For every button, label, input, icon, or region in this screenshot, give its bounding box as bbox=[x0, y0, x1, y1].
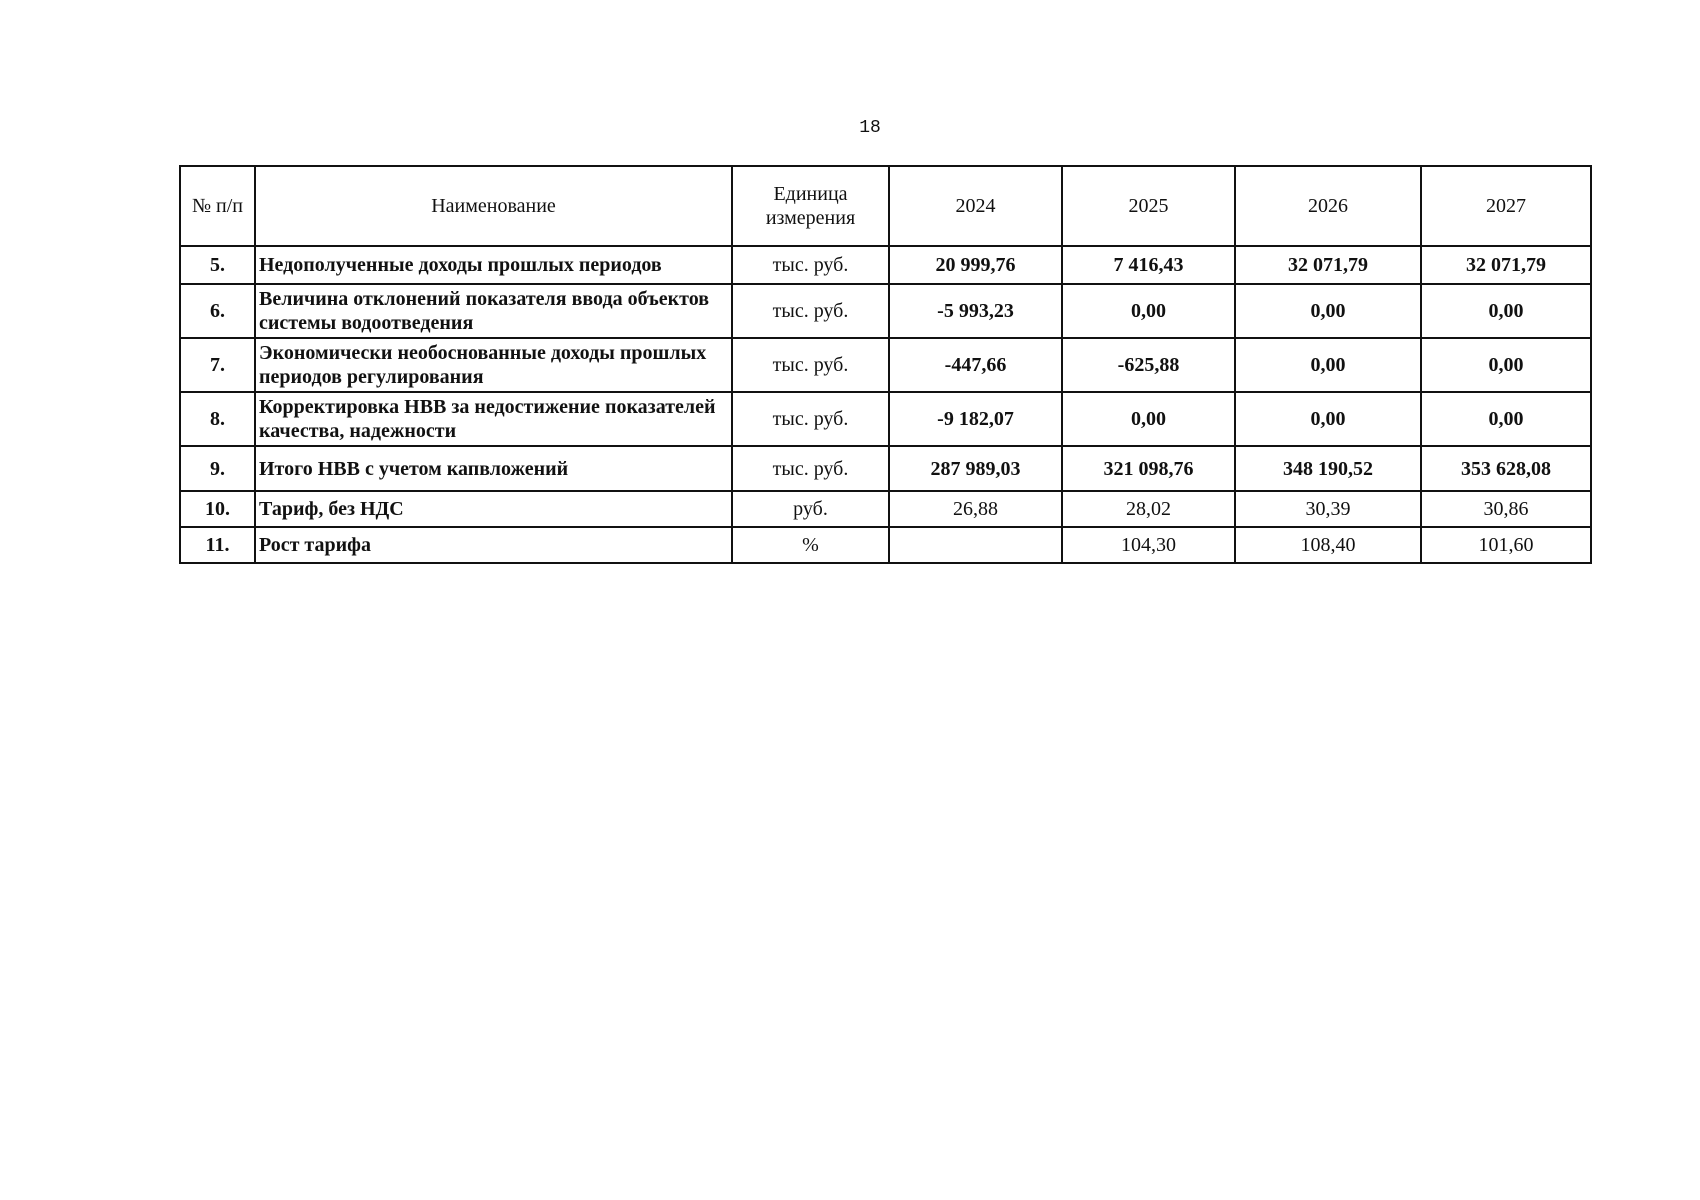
table-row bbox=[180, 284, 1591, 338]
header-name: Наименование bbox=[255, 166, 732, 246]
row-num: 7. bbox=[180, 338, 255, 392]
table-row bbox=[180, 246, 1591, 284]
tariff-table bbox=[179, 165, 1592, 564]
row-num: 8. bbox=[180, 392, 255, 446]
table-header-row bbox=[180, 166, 1591, 246]
row-num: 9. bbox=[180, 446, 255, 491]
row-name: Рост тарифа bbox=[255, 527, 732, 563]
row-name: Недополученные доходы прошлых периодов bbox=[255, 246, 732, 284]
value-2027: 0,00 bbox=[1421, 392, 1591, 446]
page-number: 18 bbox=[859, 118, 881, 138]
header-2025: 2025 bbox=[1062, 166, 1235, 246]
value-2025: 0,00 bbox=[1062, 284, 1235, 338]
value-2027: 0,00 bbox=[1421, 284, 1591, 338]
row-name: Тариф, без НДС bbox=[255, 491, 732, 527]
table-row bbox=[180, 338, 1591, 392]
row-name: Экономически необоснованные доходы прошлых периодов регулирования bbox=[255, 338, 732, 392]
row-name: Итого НВВ с учетом капвложений bbox=[255, 446, 732, 491]
value-2024 bbox=[889, 527, 1062, 563]
value-2027: 0,00 bbox=[1421, 338, 1591, 392]
row-unit: тыс. руб. bbox=[732, 392, 889, 446]
header-num: № п/п bbox=[180, 166, 255, 246]
value-2026: 348 190,52 bbox=[1235, 446, 1421, 491]
value-2027: 32 071,79 bbox=[1421, 246, 1591, 284]
value-2027: 353 628,08 bbox=[1421, 446, 1591, 491]
header-unit: Единица измерения bbox=[732, 166, 889, 246]
row-unit: % bbox=[732, 527, 889, 563]
value-2024: -5 993,23 bbox=[889, 284, 1062, 338]
row-num: 5. bbox=[180, 246, 255, 284]
row-name: Корректировка НВВ за недостижение показателей качества, надежности bbox=[255, 392, 732, 446]
row-num: 11. bbox=[180, 527, 255, 563]
row-num: 10. bbox=[180, 491, 255, 527]
value-2027: 101,60 bbox=[1421, 527, 1591, 563]
value-2024: -447,66 bbox=[889, 338, 1062, 392]
row-num: 6. bbox=[180, 284, 255, 338]
value-2025: 28,02 bbox=[1062, 491, 1235, 527]
row-name: Величина отклонений показателя ввода объектов системы водоотведения bbox=[255, 284, 732, 338]
value-2026: 0,00 bbox=[1235, 284, 1421, 338]
value-2026: 0,00 bbox=[1235, 338, 1421, 392]
value-2025: 0,00 bbox=[1062, 392, 1235, 446]
row-unit: тыс. руб. bbox=[732, 284, 889, 338]
row-unit: тыс. руб. bbox=[732, 338, 889, 392]
value-2025: 7 416,43 bbox=[1062, 246, 1235, 284]
value-2026: 0,00 bbox=[1235, 392, 1421, 446]
table-row bbox=[180, 392, 1591, 446]
value-2025: 321 098,76 bbox=[1062, 446, 1235, 491]
table-row bbox=[180, 527, 1591, 563]
header-2026: 2026 bbox=[1235, 166, 1421, 246]
table-row bbox=[180, 491, 1591, 527]
value-2024: 20 999,76 bbox=[889, 246, 1062, 284]
value-2026: 32 071,79 bbox=[1235, 246, 1421, 284]
row-unit: руб. bbox=[732, 491, 889, 527]
row-unit: тыс. руб. bbox=[732, 446, 889, 491]
header-2027: 2027 bbox=[1421, 166, 1591, 246]
header-2024: 2024 bbox=[889, 166, 1062, 246]
value-2024: 26,88 bbox=[889, 491, 1062, 527]
value-2024: -9 182,07 bbox=[889, 392, 1062, 446]
table-row bbox=[180, 446, 1591, 491]
value-2027: 30,86 bbox=[1421, 491, 1591, 527]
value-2025: -625,88 bbox=[1062, 338, 1235, 392]
value-2026: 30,39 bbox=[1235, 491, 1421, 527]
value-2026: 108,40 bbox=[1235, 527, 1421, 563]
row-unit: тыс. руб. bbox=[732, 246, 889, 284]
value-2024: 287 989,03 bbox=[889, 446, 1062, 491]
value-2025: 104,30 bbox=[1062, 527, 1235, 563]
